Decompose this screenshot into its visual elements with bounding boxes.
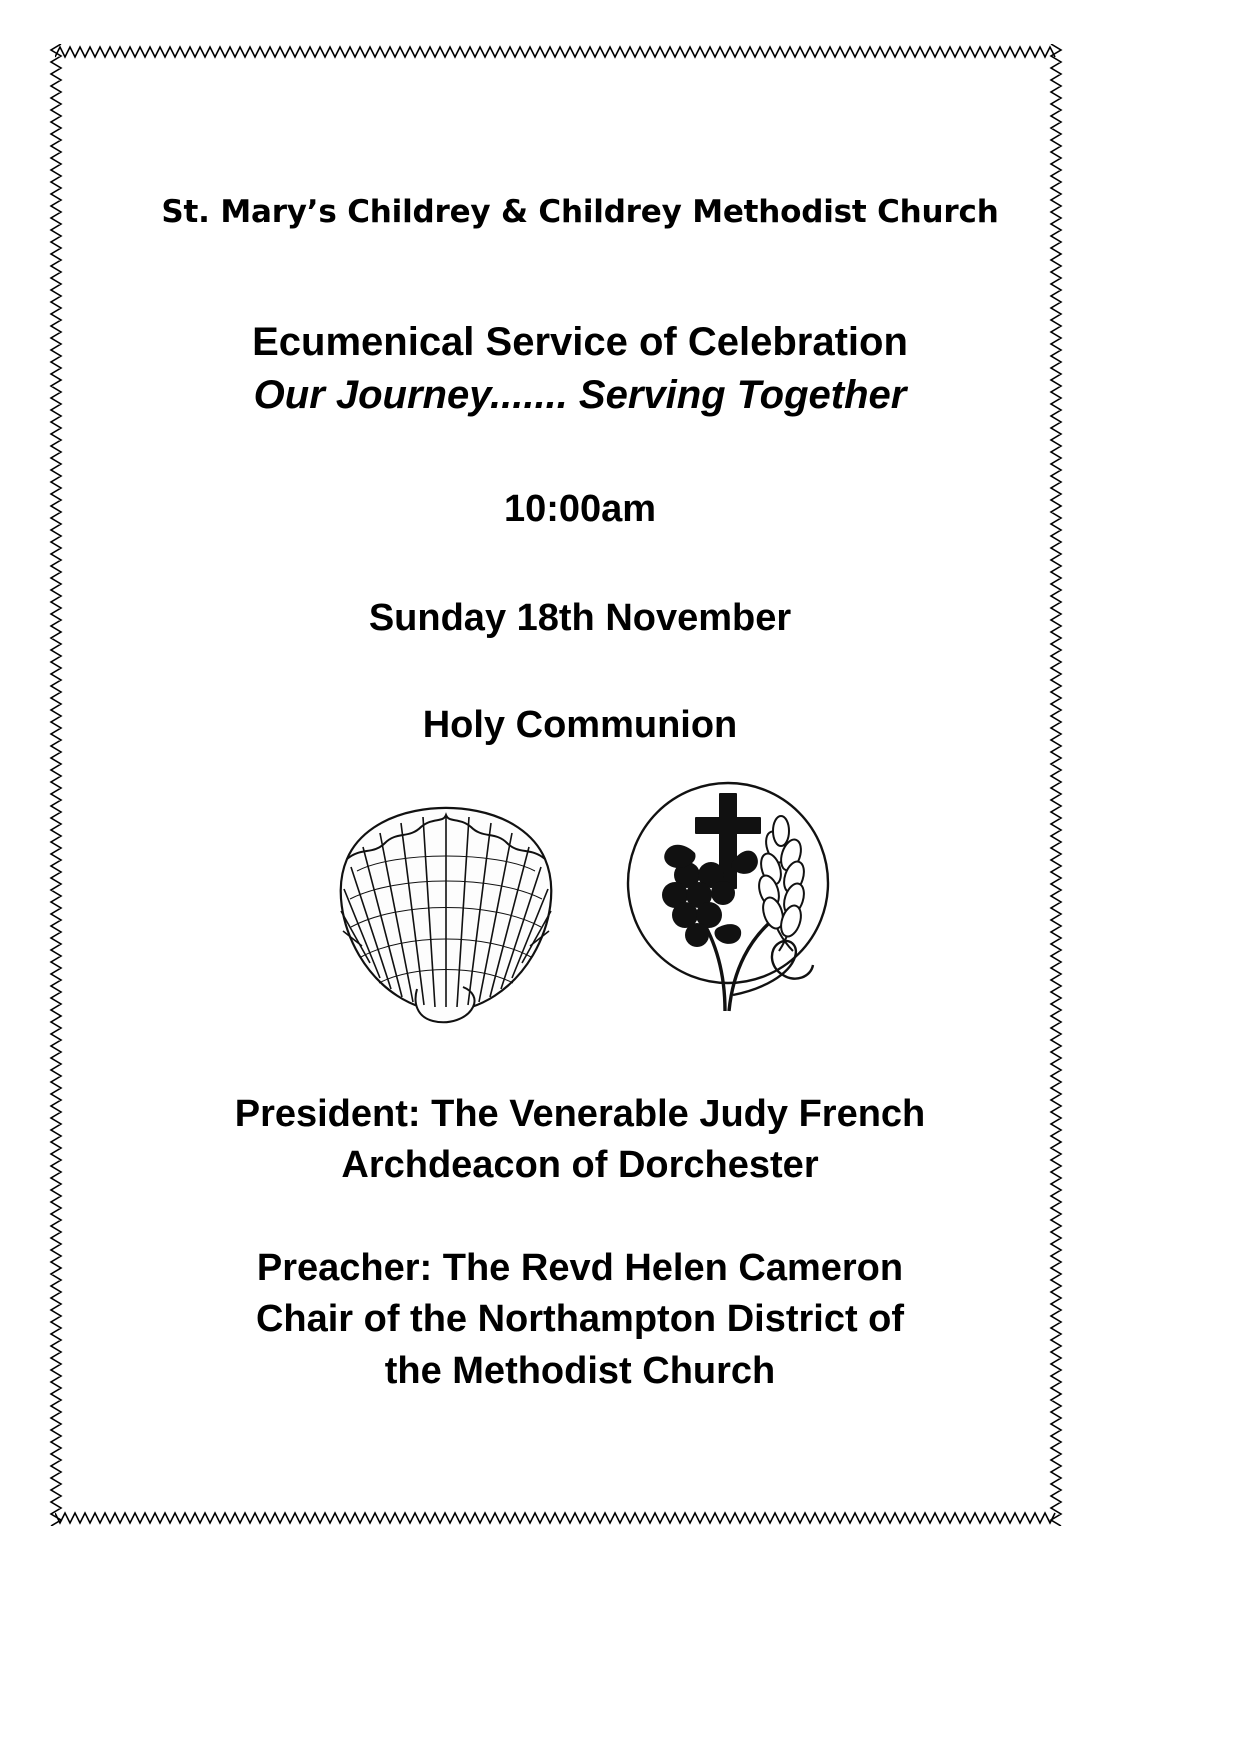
president-name-line: President: The Venerable Judy French	[234, 1092, 926, 1135]
service-time: 10:00am	[503, 487, 657, 530]
communion-cross-grapes-wheat-emblem	[613, 775, 843, 1025]
scallop-shell-emblem	[317, 775, 575, 1025]
preacher-name-line: Preacher: The Revd Helen Cameron	[256, 1247, 904, 1290]
preacher-block	[80, 1243, 1080, 1397]
preacher-title-line-1: Chair of the Northampton District of	[255, 1298, 905, 1341]
preacher-title-line-2: the Methodist Church	[384, 1349, 776, 1392]
border-zigzag-left	[48, 44, 64, 1526]
service-sheet-content	[80, 60, 1080, 1510]
church-names: St. Mary’s Childrey & Childrey Methodist Church	[161, 194, 999, 230]
service-title: Ecumenical Service of Celebration	[252, 320, 908, 364]
border-zigzag-bottom	[55, 1510, 1056, 1526]
service-rite: Holy Communion	[422, 703, 738, 746]
president-title-line: Archdeacon of Dorchester	[341, 1143, 819, 1186]
emblem-row	[80, 765, 1080, 1035]
border-zigzag-top	[55, 44, 1056, 60]
president-block	[80, 1089, 1080, 1192]
service-subtitle: Our Journey....... Serving Together	[253, 372, 907, 417]
service-date: Sunday 18th November	[368, 596, 792, 639]
